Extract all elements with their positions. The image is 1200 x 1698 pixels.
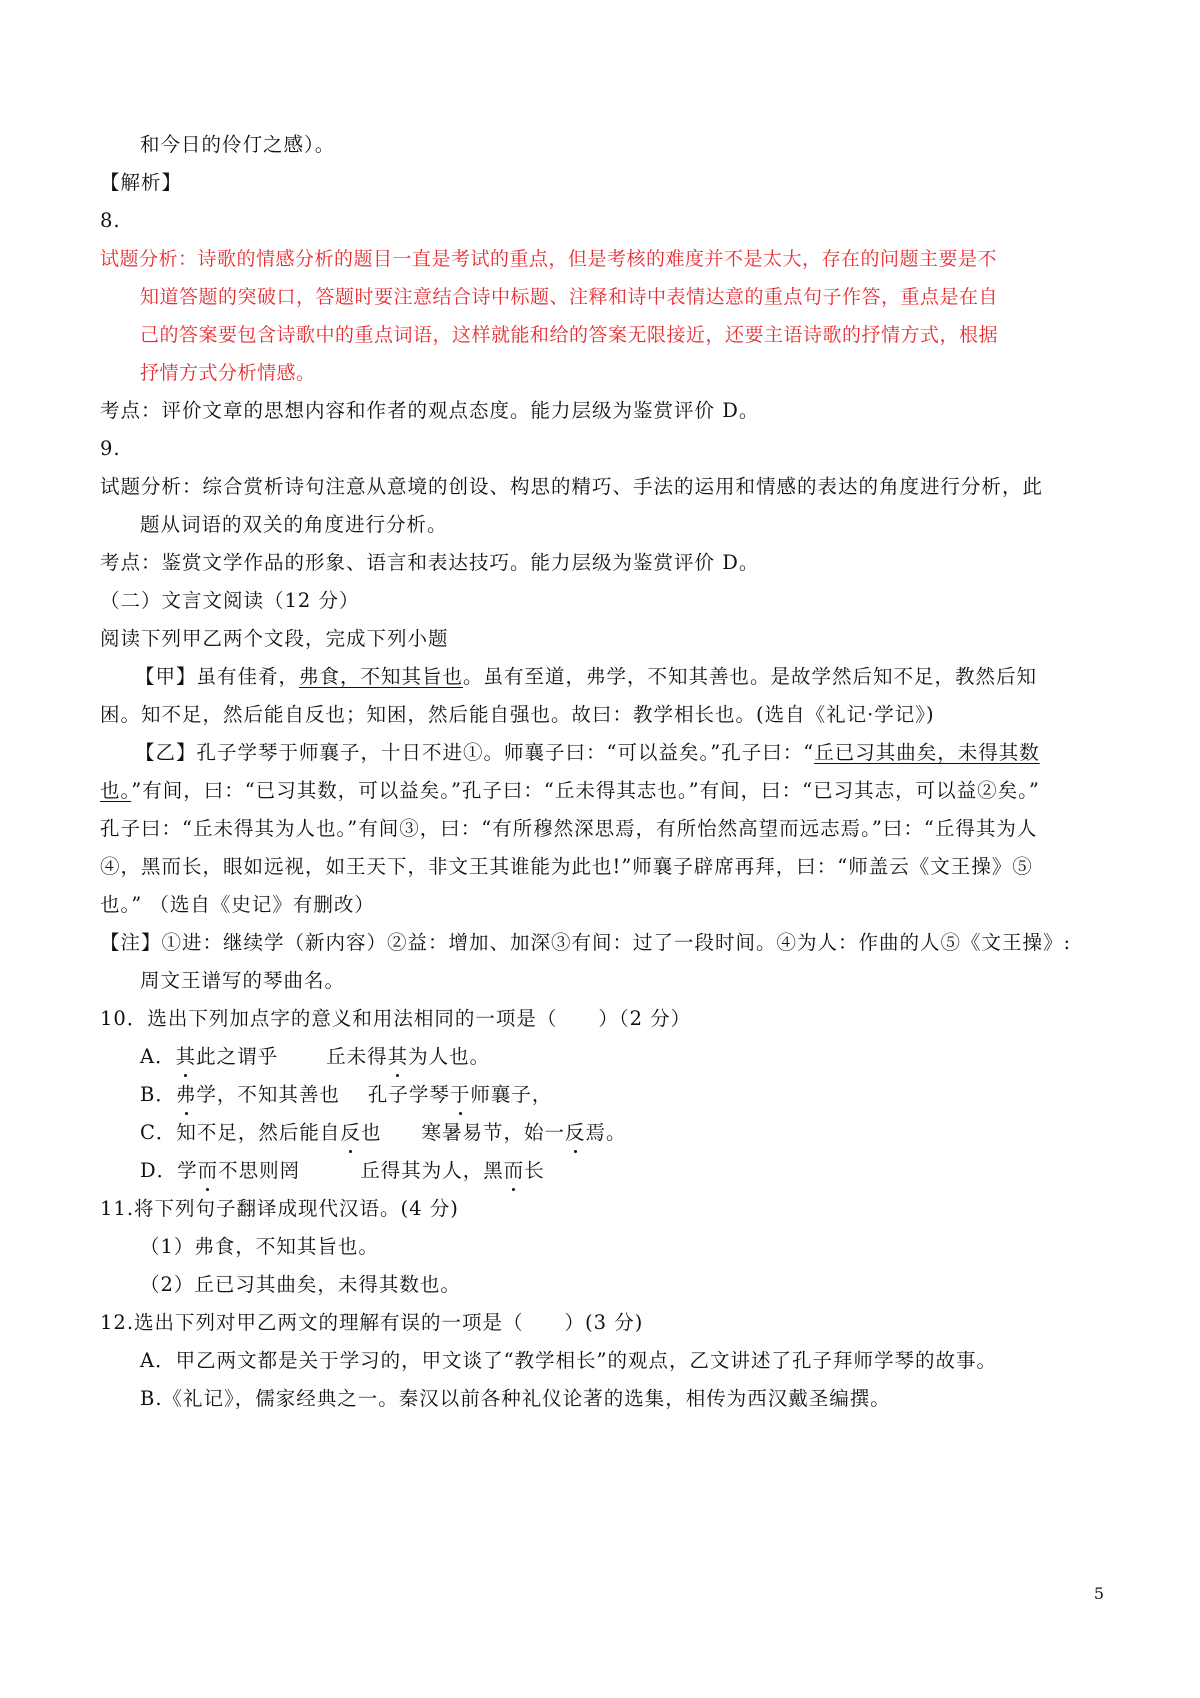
notes-label: 【注】 bbox=[100, 931, 162, 954]
q10-option-a bbox=[140, 1042, 490, 1072]
q8-number-text: 8. bbox=[100, 209, 121, 232]
q8-analysis-line-1 bbox=[100, 244, 997, 274]
passage-yi-underlined: 丘已习其曲矣，未得其数 bbox=[814, 741, 1040, 764]
passage-yi-text: ”有间，曰：“已习其数，可以益矣。”孔子曰：“丘未得其志也。”有间，曰：“已习其志，可以益②矣。” bbox=[131, 779, 1040, 802]
option-text: 丘未得 bbox=[326, 1045, 388, 1068]
q9-kaodian-text: 考点：鉴赏文学作品的形象、语言和表达技巧。能力层级为鉴赏评价 D。 bbox=[100, 551, 760, 574]
q11-sentence-text: （1）弗食，不知其旨也。 bbox=[140, 1235, 379, 1258]
q10-option-b bbox=[140, 1080, 552, 1110]
passage-yi-line-2 bbox=[100, 776, 1040, 806]
option-text: 知不足，然后能自 bbox=[176, 1121, 341, 1144]
passage-jia-line-2 bbox=[100, 700, 935, 730]
analysis-heading-text: 【解析】 bbox=[100, 171, 183, 194]
option-text: B.《礼记》，儒家经典之一。秦汉以前各种礼仪论著的选集，相传为西汉戴圣编撰。 bbox=[140, 1387, 891, 1410]
passage-yi-text: 也。” （选自《史记》有删改） bbox=[100, 893, 375, 916]
q12-stem-text: 12.选出下列对甲乙两文的理解有误的一项是（ ）(3 分) bbox=[100, 1311, 644, 1334]
section-title-score: 12 分） bbox=[284, 589, 360, 612]
q10-stem bbox=[100, 1004, 691, 1034]
q9-number-text: 9. bbox=[100, 437, 121, 460]
q11-stem bbox=[100, 1194, 459, 1224]
passage-jia-text: 虽有佳肴， bbox=[196, 665, 300, 688]
continued-text-line: 和今日的伶仃之感）。 bbox=[140, 133, 336, 156]
passage-yi-text: ④，黑而长，眼如远视，如王天下，非文王其谁能为此也!”师襄子辟席再拜，曰：“师盖云《文王操》⑤ bbox=[100, 855, 1033, 878]
option-text: 学 bbox=[177, 1159, 198, 1182]
q11-sentence-text: （2）丘已习其曲矣，未得其数也。 bbox=[140, 1273, 461, 1296]
dotted-char: 于 bbox=[450, 1080, 471, 1110]
dotted-char: 其 bbox=[388, 1042, 409, 1072]
section-title bbox=[100, 586, 360, 616]
q8-analysis-text-4: 抒情方式分析情感。 bbox=[140, 362, 316, 384]
passage-jia-underlined: 弗食，不知其旨也 bbox=[299, 665, 464, 688]
option-text: 焉。 bbox=[585, 1121, 627, 1144]
option-text: A．甲乙两文都是关于学习的，甲文谈了“教学相长”的观点，乙文讲述了孔子拜师学琴的故事。 bbox=[140, 1349, 998, 1372]
page-number: 5 bbox=[1093, 1584, 1104, 1603]
q8-analysis-line-3 bbox=[140, 320, 998, 350]
option-letter: C． bbox=[140, 1121, 177, 1144]
option-text: 学，不知其善也 bbox=[196, 1083, 340, 1106]
q10-stem-text: 10．选出下列加点字的意义和用法相同的一项是（ ）（2 分） bbox=[100, 1007, 692, 1030]
continued-text bbox=[140, 130, 335, 160]
q8-analysis-text-3: 己的答案要包含诗歌中的重点词语，这样就能和给的答案无限接近，还要主语诗歌的抒情方式，根据 bbox=[140, 324, 999, 346]
option-text: 不思则罔 bbox=[218, 1159, 301, 1182]
dotted-char: 反 bbox=[340, 1118, 361, 1148]
q10-option-d bbox=[140, 1156, 545, 1186]
q9-analysis-text-2: 题从词语的双关的角度进行分析。 bbox=[140, 513, 448, 536]
analysis-heading bbox=[100, 168, 182, 198]
passage-yi-line-5 bbox=[100, 890, 375, 920]
q11-stem-text: 11.将下列句子翻译成现代汉语。(4 分) bbox=[100, 1197, 459, 1220]
q8-kaodian bbox=[100, 396, 759, 426]
passage-jia-text: 。虽有至道，弗学，不知其善也。是故学然后知不足，教然后知 bbox=[463, 665, 1038, 688]
q9-analysis-line-2 bbox=[140, 510, 448, 540]
notes-line-1 bbox=[100, 928, 1071, 958]
option-letter: D． bbox=[140, 1159, 178, 1182]
q11-sentence-1 bbox=[140, 1232, 379, 1262]
passage-jia-line-1 bbox=[135, 662, 1037, 692]
option-letter: B． bbox=[140, 1083, 176, 1106]
q8-number bbox=[100, 206, 121, 236]
q12-option-a bbox=[140, 1346, 997, 1376]
option-text: 此之谓乎 bbox=[196, 1045, 279, 1068]
option-text: 孔子学琴 bbox=[367, 1083, 450, 1106]
passage-jia-text: 困。知不足，然后能自反也；知困，然后能自强也。故曰：教学相长也。(选自《礼记·学记》) bbox=[100, 703, 935, 726]
notes-text: ①进：继续学（新内容）②益：增加、加深③有间：过了一段时间。④为人：作曲的人⑤《文王操》: bbox=[161, 931, 1072, 954]
q9-analysis-line-1 bbox=[100, 472, 1043, 502]
q8-analysis-text-2: 知道答题的突破口，答题时要注意结合诗中标题、注释和诗中表情达意的重点句子作答，重点是在自 bbox=[140, 286, 999, 308]
option-text: 师襄子， bbox=[470, 1083, 553, 1106]
option-text: 寒暑易节，始一 bbox=[421, 1121, 565, 1144]
q8-analysis-text-1: 试题分析：诗歌的情感分析的题目一直是考试的重点，但是考核的难度并不是太大，存在的问题主要是不 bbox=[100, 248, 998, 270]
option-text: 丘得其为人，黑 bbox=[360, 1159, 504, 1182]
q12-stem bbox=[100, 1308, 643, 1338]
option-text: 为人也。 bbox=[408, 1045, 491, 1068]
option-letter: A． bbox=[140, 1045, 176, 1068]
section-instruction-text: 阅读下列甲乙两个文段，完成下列小题 bbox=[100, 627, 449, 650]
passage-yi-label: 【乙】 bbox=[135, 741, 197, 764]
q10-option-c bbox=[140, 1118, 627, 1148]
section-instruction bbox=[100, 624, 449, 654]
q8-kaodian-text: 考点：评价文章的思想内容和作者的观点态度。能力层级为鉴赏评价 D。 bbox=[100, 399, 760, 422]
option-text: 长 bbox=[524, 1159, 545, 1182]
notes-line-2 bbox=[140, 966, 345, 996]
q8-analysis-line-4 bbox=[140, 358, 316, 388]
passage-jia-label: 【甲】 bbox=[135, 665, 197, 688]
dotted-char: 弗 bbox=[176, 1080, 197, 1110]
q8-analysis-line-2 bbox=[140, 282, 998, 312]
dotted-char: 而 bbox=[198, 1156, 219, 1186]
notes-text: 周文王谱写的琴曲名。 bbox=[140, 969, 346, 992]
q9-number bbox=[100, 434, 121, 464]
passage-yi-line-3 bbox=[100, 814, 1037, 844]
dotted-char: 其 bbox=[176, 1042, 197, 1072]
passage-yi-underlined: 也。 bbox=[100, 779, 132, 802]
dotted-char: 反 bbox=[565, 1118, 586, 1148]
passage-yi-text: 孔子学琴于师襄子，十日不进①。师襄子曰：“可以益矣。”孔子曰：“ bbox=[196, 741, 815, 764]
passage-yi-line-4 bbox=[100, 852, 1033, 882]
option-text: 也 bbox=[360, 1121, 382, 1144]
passage-yi-text: 孔子曰：“丘未得其为人也。”有间③，曰：“有所穆然深思焉，有所怡然高望而远志焉。”曰：“丘得其为人 bbox=[100, 817, 1038, 840]
section-title-text: （二）文言文阅读（ bbox=[100, 589, 285, 612]
dotted-char: 而 bbox=[504, 1156, 525, 1186]
q9-analysis-text-1: 试题分析：综合赏析诗句注意从意境的创设、构思的精巧、手法的运用和情感的表达的角度进行分析，此 bbox=[100, 475, 1044, 498]
q9-kaodian bbox=[100, 548, 759, 578]
q12-option-b bbox=[140, 1384, 891, 1414]
passage-yi-line-1 bbox=[135, 738, 1040, 768]
q11-sentence-2 bbox=[140, 1270, 461, 1300]
